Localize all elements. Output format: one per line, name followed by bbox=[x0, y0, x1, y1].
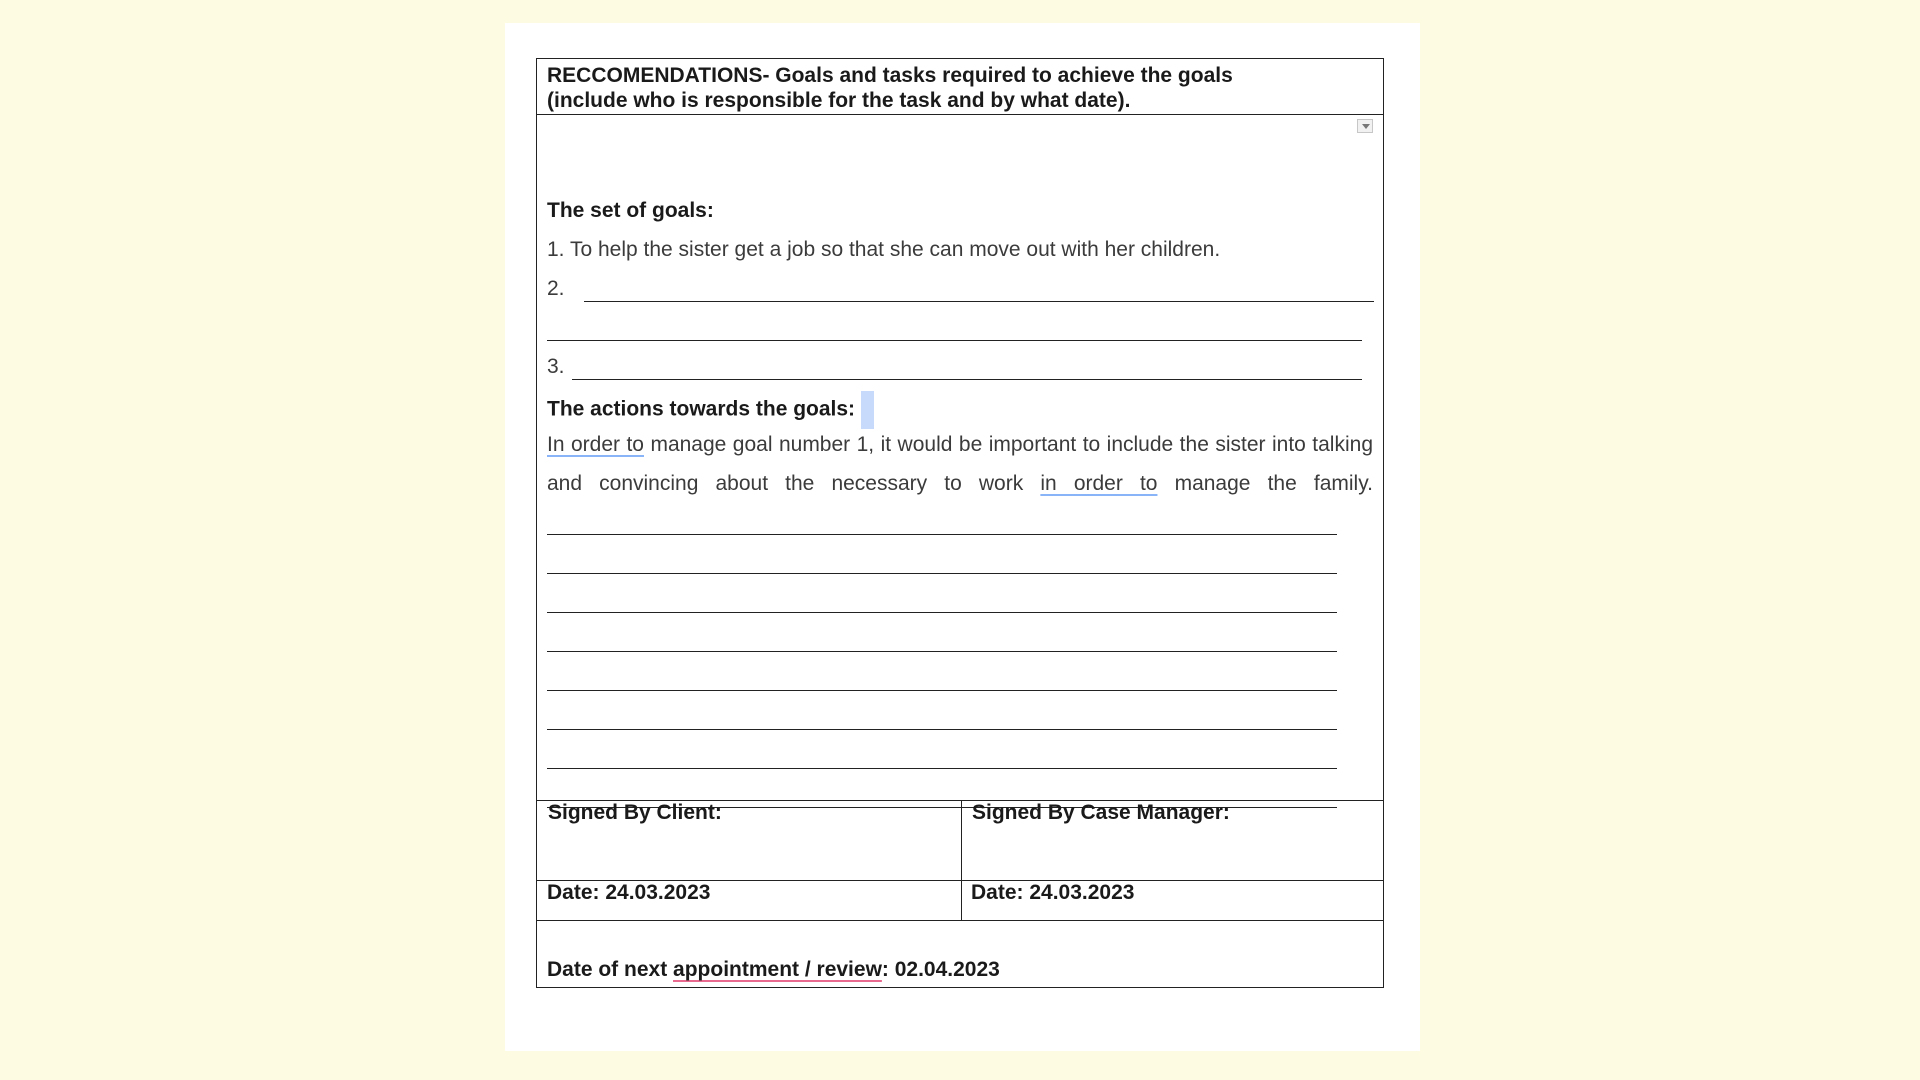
action-blank-line-2 bbox=[547, 573, 1337, 574]
signed-by-client-label: Signed By Client: bbox=[548, 801, 722, 824]
recommendations-form bbox=[536, 58, 1384, 988]
client-date: Date: 24.03.2023 bbox=[547, 881, 711, 904]
header-line-1: RECCOMENDATIONS- Goals and tasks required to achieve the goals bbox=[547, 64, 1233, 87]
next-appointment-row[interactable] bbox=[537, 958, 1383, 988]
goal-3-blank-line bbox=[572, 379, 1362, 380]
signed-by-case-manager-label: Signed By Case Manager: bbox=[972, 801, 1230, 824]
spelling-suggestion[interactable]: appointment / review bbox=[673, 958, 882, 981]
case-manager-date: Date: 24.03.2023 bbox=[971, 881, 1135, 904]
signed-by-case-manager-cell[interactable] bbox=[962, 800, 1382, 880]
form-header bbox=[537, 59, 1383, 115]
header-line-2: (include who is responsible for the task and by what date). bbox=[547, 89, 1131, 112]
text-cursor-selection bbox=[861, 391, 874, 429]
dropdown-arrow-icon[interactable] bbox=[1357, 119, 1373, 133]
grammar-suggestion-1[interactable]: In order to bbox=[547, 433, 644, 456]
grammar-suggestion-2[interactable]: in order to bbox=[1040, 472, 1158, 495]
action-blank-line-5 bbox=[547, 690, 1337, 691]
action-blank-line-7 bbox=[547, 768, 1337, 769]
actions-paragraph[interactable] bbox=[547, 425, 1373, 503]
next-appointment-prefix: Date of next bbox=[547, 958, 674, 981]
goal-2-blank-line bbox=[584, 301, 1374, 302]
actions-heading-text: The actions towards the goals: bbox=[547, 397, 856, 421]
goal-1-text: 1. To help the sister get a job so that she can move out with her children. bbox=[547, 238, 1221, 261]
divider-line bbox=[537, 920, 1383, 921]
signed-by-client-cell[interactable] bbox=[538, 800, 958, 880]
goal-3-number: 3. bbox=[547, 355, 565, 378]
action-blank-line-3 bbox=[547, 612, 1337, 613]
actions-heading bbox=[547, 391, 874, 429]
case-manager-date-cell[interactable] bbox=[961, 880, 1381, 920]
next-appointment-date: : 02.04.2023 bbox=[881, 958, 1000, 981]
action-blank-line-4 bbox=[547, 651, 1337, 652]
action-blank-line-6 bbox=[547, 729, 1337, 730]
goals-heading: The set of goals: bbox=[547, 199, 714, 222]
client-date-cell[interactable] bbox=[537, 880, 957, 920]
actions-text-part-1: manage goal number 1, it would be important to include the sister into talking and convincing about the necessary to work bbox=[547, 433, 1373, 495]
goal-2-number: 2. bbox=[547, 277, 565, 300]
goal-2-blank-line-2 bbox=[547, 340, 1362, 341]
actions-text-part-2: manage the family. bbox=[1157, 472, 1373, 495]
action-blank-line-1 bbox=[547, 534, 1337, 535]
document-page bbox=[505, 23, 1420, 1051]
